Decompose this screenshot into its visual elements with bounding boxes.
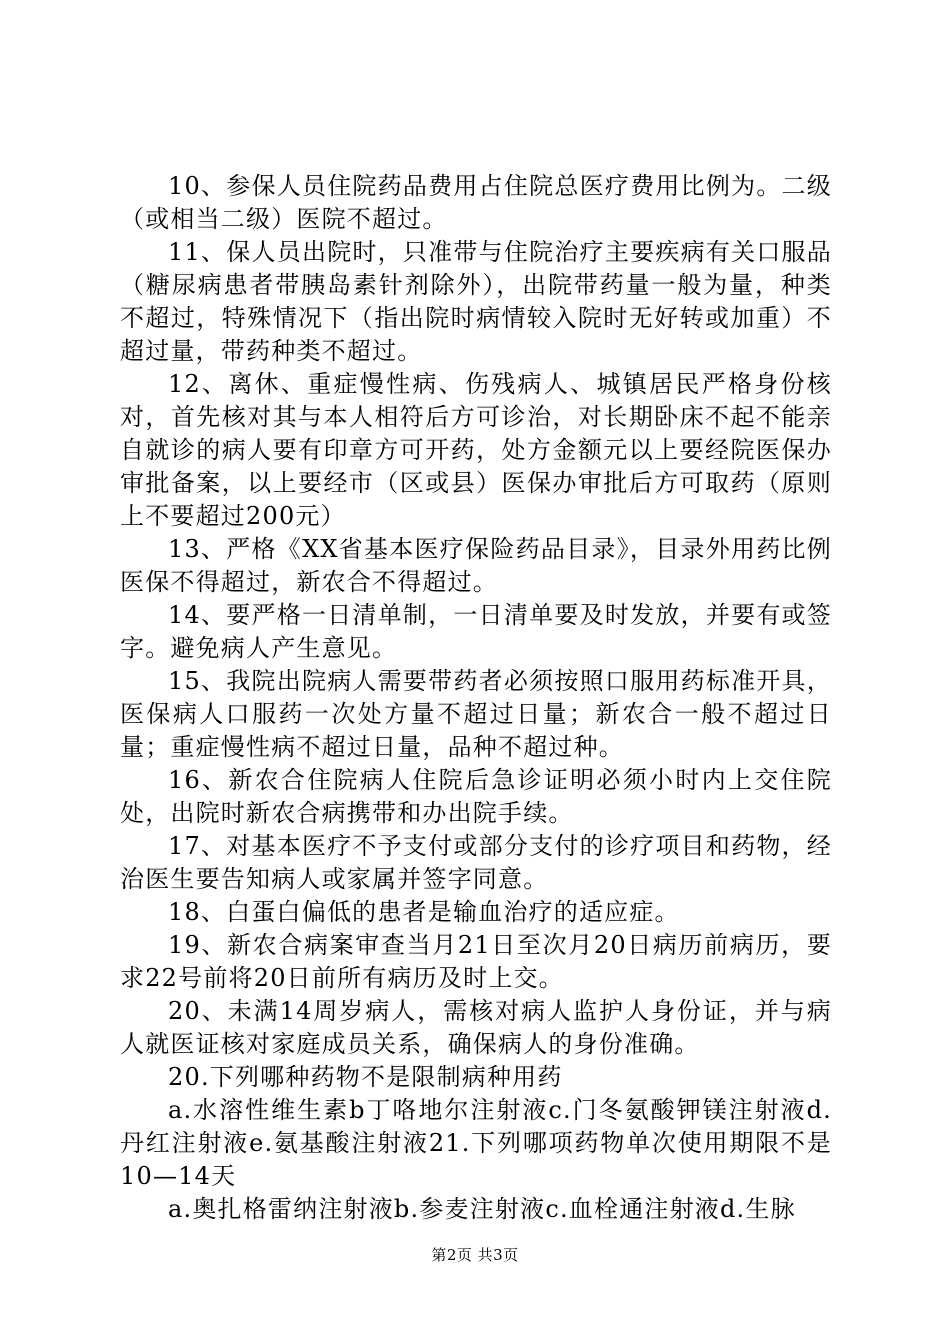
paragraph-10: 10、参保人员住院药品费用占住院总医疗费用比例为。二级（或相当二级）医院不超过。 bbox=[120, 172, 832, 233]
paragraph-20: 20、未满14周岁病人，需核对病人监护人身份证，并与病人就医证核对家庭成员关系，确保病人的身份准确。 bbox=[120, 997, 832, 1058]
page-footer: 第2页 共3页 bbox=[431, 1246, 519, 1264]
paragraph-13: 13、严格《XX省基本医疗保险药品目录》，目录外用药比例医保不得超过，新农合不得超过。 bbox=[120, 535, 832, 596]
question-20: 20.下列哪种药物不是限制病种用药 bbox=[168, 1063, 563, 1091]
paragraph-15: 15、我院出院病人需要带药者必须按照口服用药标准开具，医保病人口服药一次处方量不超过日量；新农合一般不超过日量；重症慢性病不超过日量，品种不超过种。 bbox=[120, 667, 832, 761]
paragraph-17: 17、对基本医疗不予支付或部分支付的诊疗项目和药物，经治医生要告知病人或家属并签字同意。 bbox=[120, 832, 832, 893]
paragraph-14: 14、要严格一日清单制，一日清单要及时发放，并要有或签字。避免病人产生意见。 bbox=[120, 601, 832, 662]
paragraph-18: 18、白蛋白偏低的患者是输血治疗的适应症。 bbox=[168, 898, 680, 926]
paragraph-16: 16、新农合住院病人住院后急诊证明必须小时内上交住院处，出院时新农合病携带和办出院手续。 bbox=[120, 766, 832, 827]
question-20-options: a.水溶性维生素b丁咯地尔注射液c.门冬氨酸钾镁注射液d.丹红注射液e.氨基酸注射液21.下列哪项药物单次使用期限不是10—14天 bbox=[120, 1096, 832, 1190]
paragraph-19: 19、新农合病案审查当月21日至次月20日病历前病历，要求22号前将20日前所有病历及时上交。 bbox=[120, 931, 832, 992]
paragraph-12: 12、离休、重症慢性病、伤残病人、城镇居民严格身份核对，首先核对其与本人相符后方可诊治，对长期卧床不起不能亲自就诊的病人要有印章方可开药，处方金额元以上要经院医保办审批备案，以上要经市（区或县）医保办审批后方可取药（原则上不要超过200元） bbox=[120, 370, 832, 530]
question-21-options: a.奥扎格雷纳注射液b.参麦注射液c.血栓通注射液d.生脉 bbox=[168, 1195, 796, 1223]
paragraph-11: 11、保人员出院时，只准带与住院治疗主要疾病有关口服品（糖尿病患者带胰岛素针剂除外），出院带药量一般为量，种类不超过，特殊情况下（指出院时病情较入院时无好转或加重）不超过量，带药种类不超过。 bbox=[120, 238, 832, 365]
document-body bbox=[120, 170, 832, 1226]
